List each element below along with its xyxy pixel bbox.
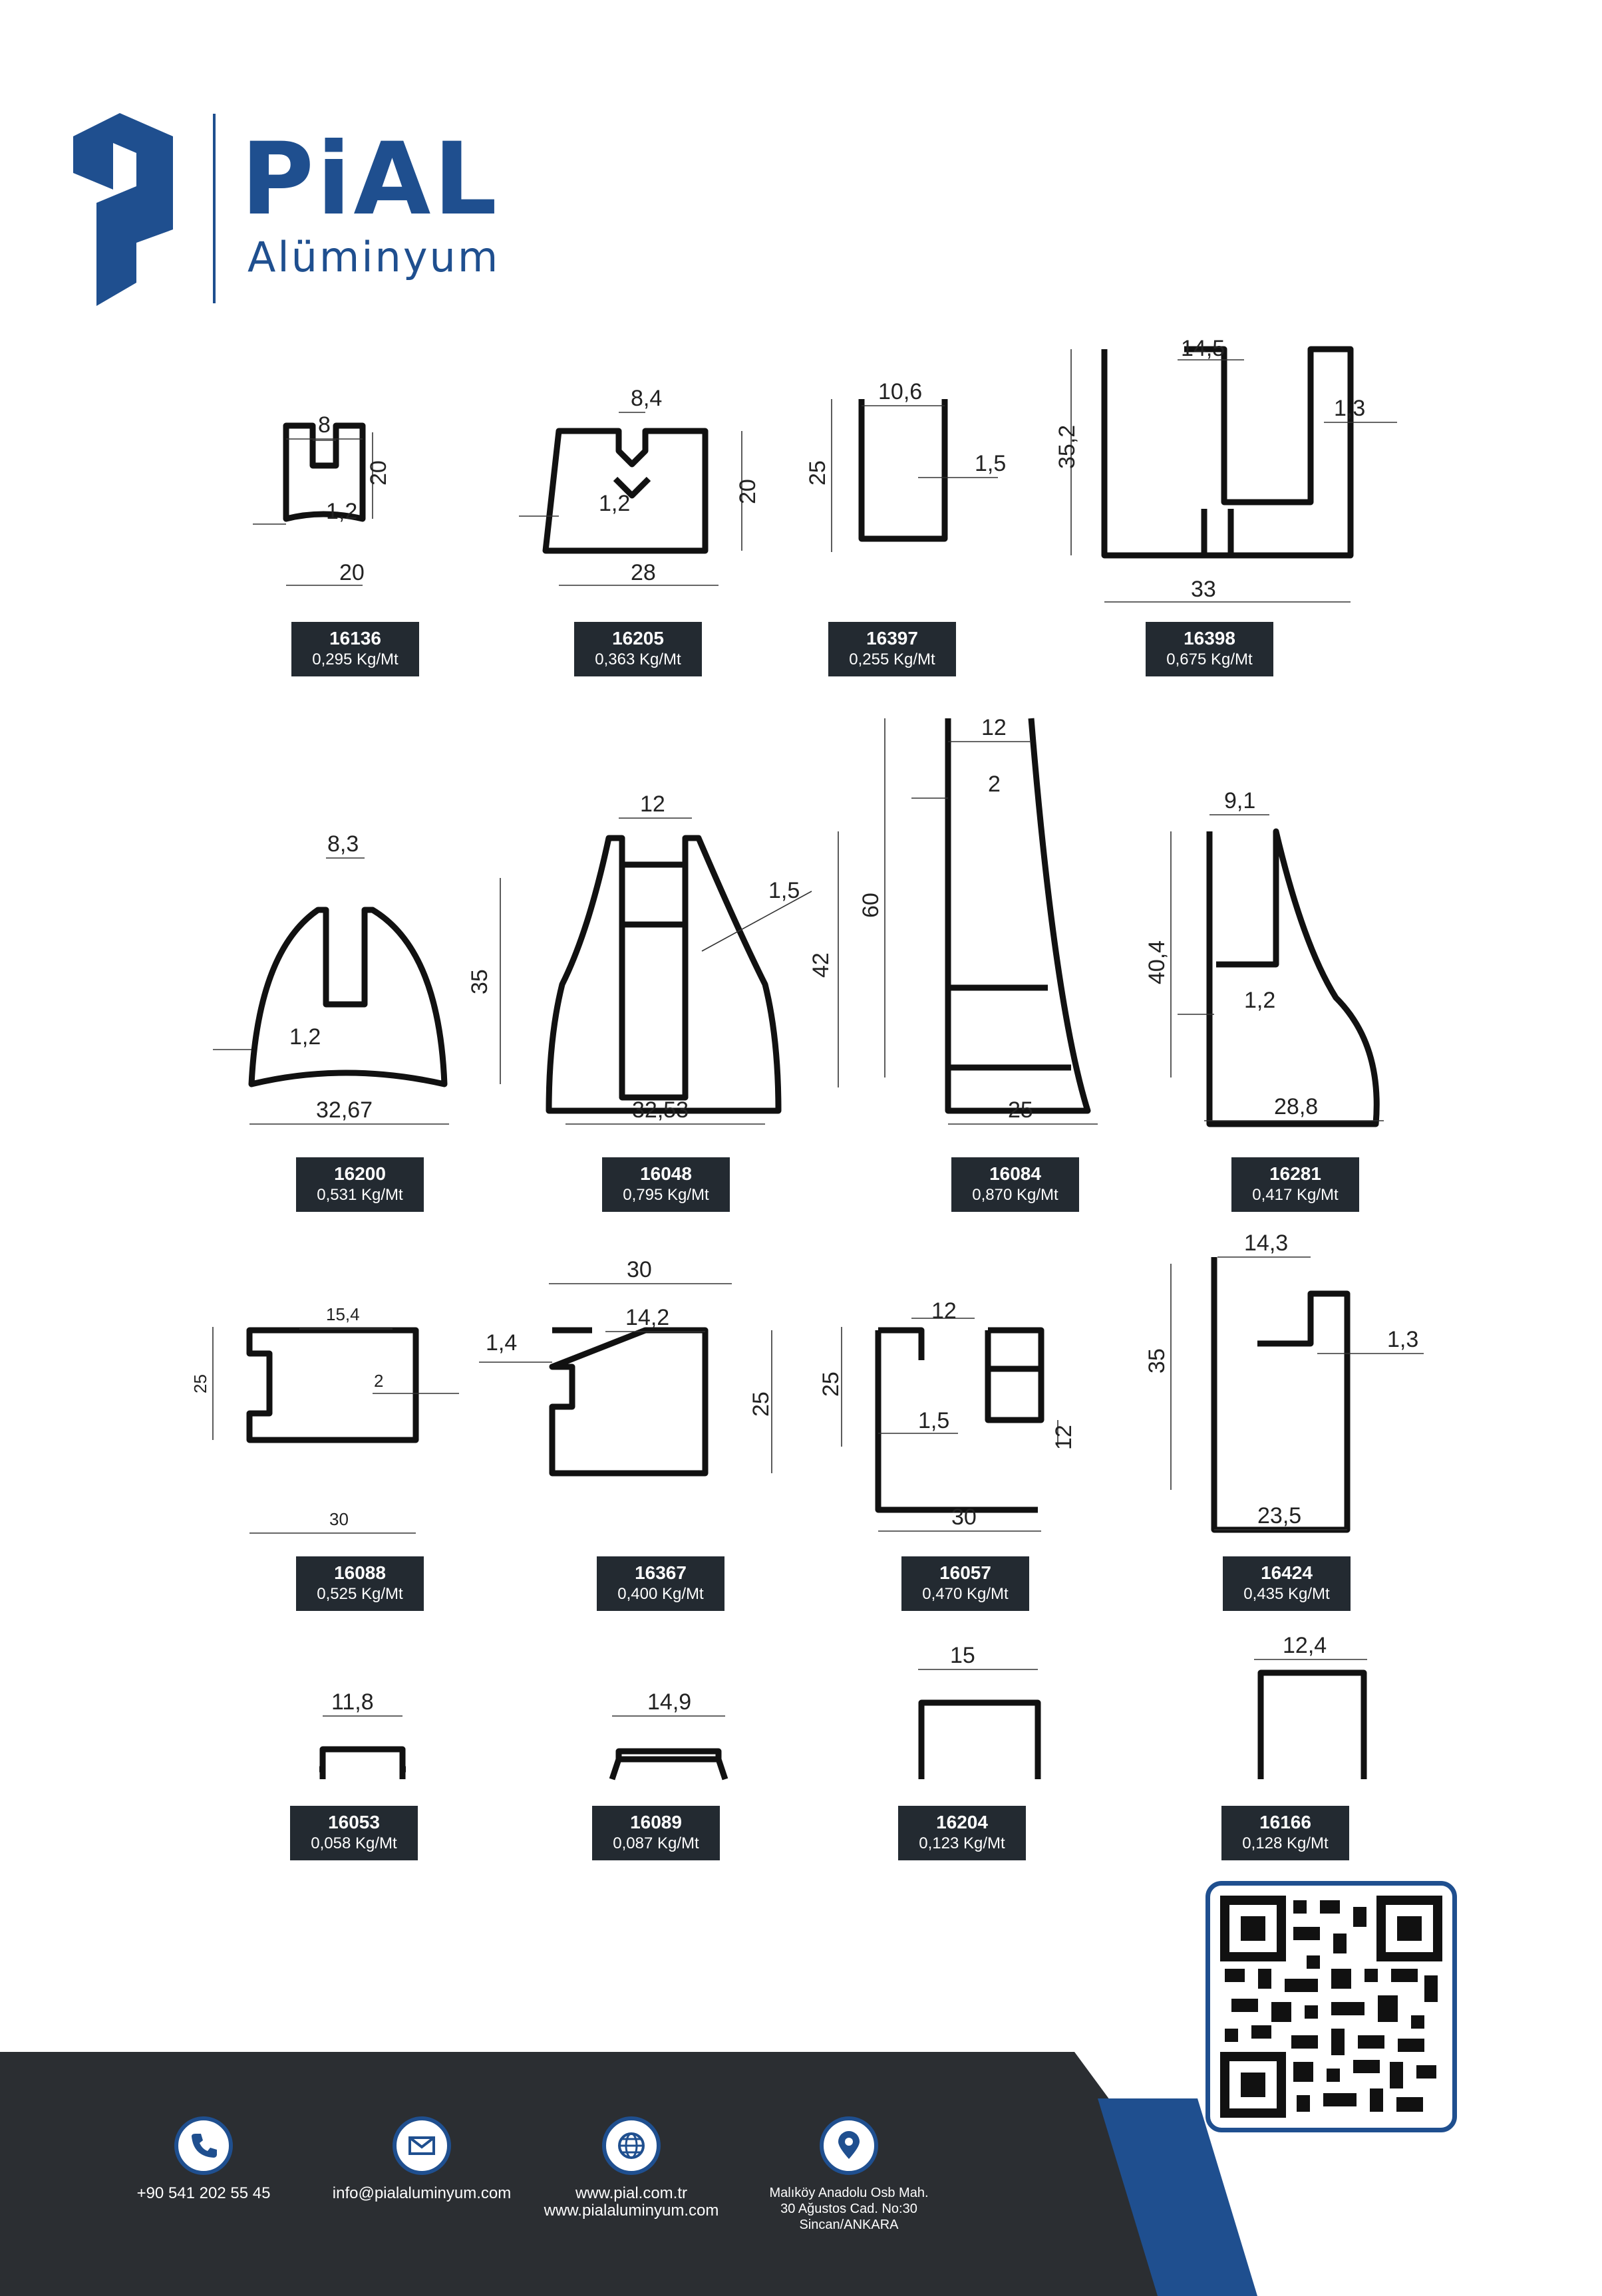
- profile-drawing: [1131, 1224, 1437, 1536]
- profile-label: 16136 0,295 Kg/Mt: [291, 622, 419, 676]
- profile-drawing: [1131, 785, 1410, 1131]
- website-line: www.pialaluminyum.com: [544, 2202, 719, 2220]
- contact-address-text: [742, 2185, 955, 2233]
- dim-label: 1,5: [918, 1408, 950, 1433]
- dim-label: 1,5: [768, 878, 800, 903]
- profile-label: 16367 0,400 Kg/Mt: [597, 1556, 724, 1611]
- profile-label: 16057 0,470 Kg/Mt: [901, 1556, 1029, 1611]
- mail-icon: [393, 2116, 451, 2175]
- dim-label: 35: [467, 969, 492, 994]
- dim-label: 1,2: [1244, 988, 1276, 1013]
- profile-label: 16088 0,525 Kg/Mt: [296, 1556, 424, 1611]
- dim-label: 35: [1144, 1348, 1170, 1373]
- dim-label: 15: [950, 1643, 975, 1668]
- dim-label: 15,4: [326, 1304, 360, 1324]
- dim-label: 1,3: [1334, 396, 1366, 421]
- profile-drawing: [1224, 1630, 1384, 1789]
- profile-label: 16398 0,675 Kg/Mt: [1146, 622, 1273, 676]
- address-line: Malıköy Anadolu Osb Mah.: [769, 2186, 929, 2200]
- dim-label: 14,5: [1181, 336, 1225, 361]
- dim-label: 12: [1051, 1425, 1076, 1450]
- dim-label: 8: [318, 412, 331, 438]
- profile-label: 16205 0,363 Kg/Mt: [574, 622, 702, 676]
- dim-label: 1,2: [289, 1024, 321, 1050]
- dim-label: 14,2: [625, 1305, 670, 1330]
- dim-label: 23,5: [1257, 1503, 1302, 1528]
- dim-label: 8,3: [327, 831, 359, 857]
- profile-label: 16204 0,123 Kg/Mt: [898, 1806, 1026, 1860]
- dim-label: 25: [190, 1374, 210, 1393]
- profile-label: 16397 0,255 Kg/Mt: [828, 622, 956, 676]
- dim-label: 25: [748, 1391, 774, 1417]
- profile-label: 16281 0,417 Kg/Mt: [1231, 1157, 1359, 1212]
- globe-icon: [602, 2116, 661, 2175]
- profile-drawing: [532, 791, 852, 1137]
- dim-label: 1,2: [326, 499, 358, 524]
- profile-drawing: [589, 1676, 748, 1796]
- dim-label: 32,67: [316, 1097, 373, 1123]
- profile-drawing: [891, 1636, 1051, 1796]
- dim-label: 35,2: [1054, 424, 1080, 469]
- website-line: www.pial.com.tr: [575, 2184, 688, 2202]
- dim-label: 28,8: [1274, 1094, 1319, 1119]
- dim-label: 20: [339, 560, 365, 585]
- contact-website-text: [525, 2185, 738, 2220]
- dim-label: 25: [818, 1371, 844, 1397]
- dim-label: 10,6: [878, 379, 923, 404]
- profile-label: 16200 0,531 Kg/Mt: [296, 1157, 424, 1212]
- brand-name: PiAL: [241, 122, 500, 237]
- profile-drawing: [1051, 336, 1424, 615]
- phone-icon: [174, 2116, 233, 2175]
- dim-label: 8,4: [631, 386, 663, 411]
- address-line: 30 Ağustos Cad. No:30: [780, 2202, 917, 2216]
- dim-label: 11,8: [331, 1689, 374, 1715]
- dim-label: 30: [329, 1509, 349, 1529]
- profile-label: 16084 0,870 Kg/Mt: [951, 1157, 1079, 1212]
- dim-label: 42: [808, 952, 834, 978]
- contact-email-text: info@pialaluminyum.com: [332, 2184, 512, 2202]
- dim-label: 33: [1191, 577, 1216, 602]
- dim-label: 2: [988, 772, 1001, 797]
- profile-drawing: [858, 705, 1118, 1131]
- contact-phone-text: +90 541 202 55 45: [136, 2184, 271, 2202]
- pial-logo-mark-icon: [73, 110, 173, 306]
- dim-label: 28: [631, 560, 656, 585]
- profile-drawing: [479, 1257, 785, 1497]
- footer-background: [0, 2052, 1602, 2296]
- brand-logo: [73, 110, 552, 309]
- profile-label: 16048 0,795 Kg/Mt: [602, 1157, 730, 1212]
- dim-label: 12: [931, 1298, 957, 1324]
- dim-label: 30: [951, 1505, 977, 1530]
- dim-label: 1,2: [599, 491, 631, 516]
- dim-label: 14,3: [1244, 1230, 1289, 1256]
- dim-label: 32,53: [632, 1097, 689, 1123]
- logo-divider: [213, 114, 216, 303]
- dim-label: 20: [366, 460, 391, 486]
- profile-label: 16053 0,058 Kg/Mt: [290, 1806, 418, 1860]
- dim-label: 40,4: [1144, 940, 1170, 984]
- dim-label: 14,9: [647, 1689, 692, 1715]
- profile-label: 16424 0,435 Kg/Mt: [1223, 1556, 1351, 1611]
- profile-drawing: [805, 379, 1031, 565]
- brand-subtitle: Alüminyum: [247, 233, 500, 281]
- dim-label: 9,1: [1224, 788, 1256, 813]
- dim-label: 2: [374, 1371, 384, 1391]
- profile-label: 16089 0,087 Kg/Mt: [592, 1806, 720, 1860]
- location-pin-icon: [820, 2116, 878, 2175]
- dim-label: 60: [858, 893, 883, 918]
- profile-drawing: [293, 1676, 439, 1796]
- dim-label: 30: [627, 1257, 652, 1282]
- profile-label: 16166 0,128 Kg/Mt: [1221, 1806, 1349, 1860]
- dim-label: 25: [1008, 1097, 1033, 1123]
- dim-label: 12,4: [1283, 1633, 1327, 1658]
- profile-drawing: [812, 1297, 1091, 1543]
- contact-footer: [0, 2052, 1602, 2296]
- dim-label: 1,3: [1387, 1327, 1419, 1352]
- dim-label: 1,4: [486, 1330, 518, 1356]
- dim-label: 12: [640, 791, 665, 817]
- dim-label: 1,5: [975, 451, 1007, 476]
- profile-drawing: [190, 1297, 472, 1543]
- dim-label: 20: [735, 479, 760, 504]
- dim-label: 25: [805, 460, 830, 486]
- address-line: Sincan/ANKARA: [799, 2218, 899, 2232]
- dim-label: 12: [981, 715, 1007, 740]
- profile-drawing: [519, 386, 772, 599]
- profile-drawing: [213, 811, 519, 1131]
- profile-drawing: [253, 412, 466, 605]
